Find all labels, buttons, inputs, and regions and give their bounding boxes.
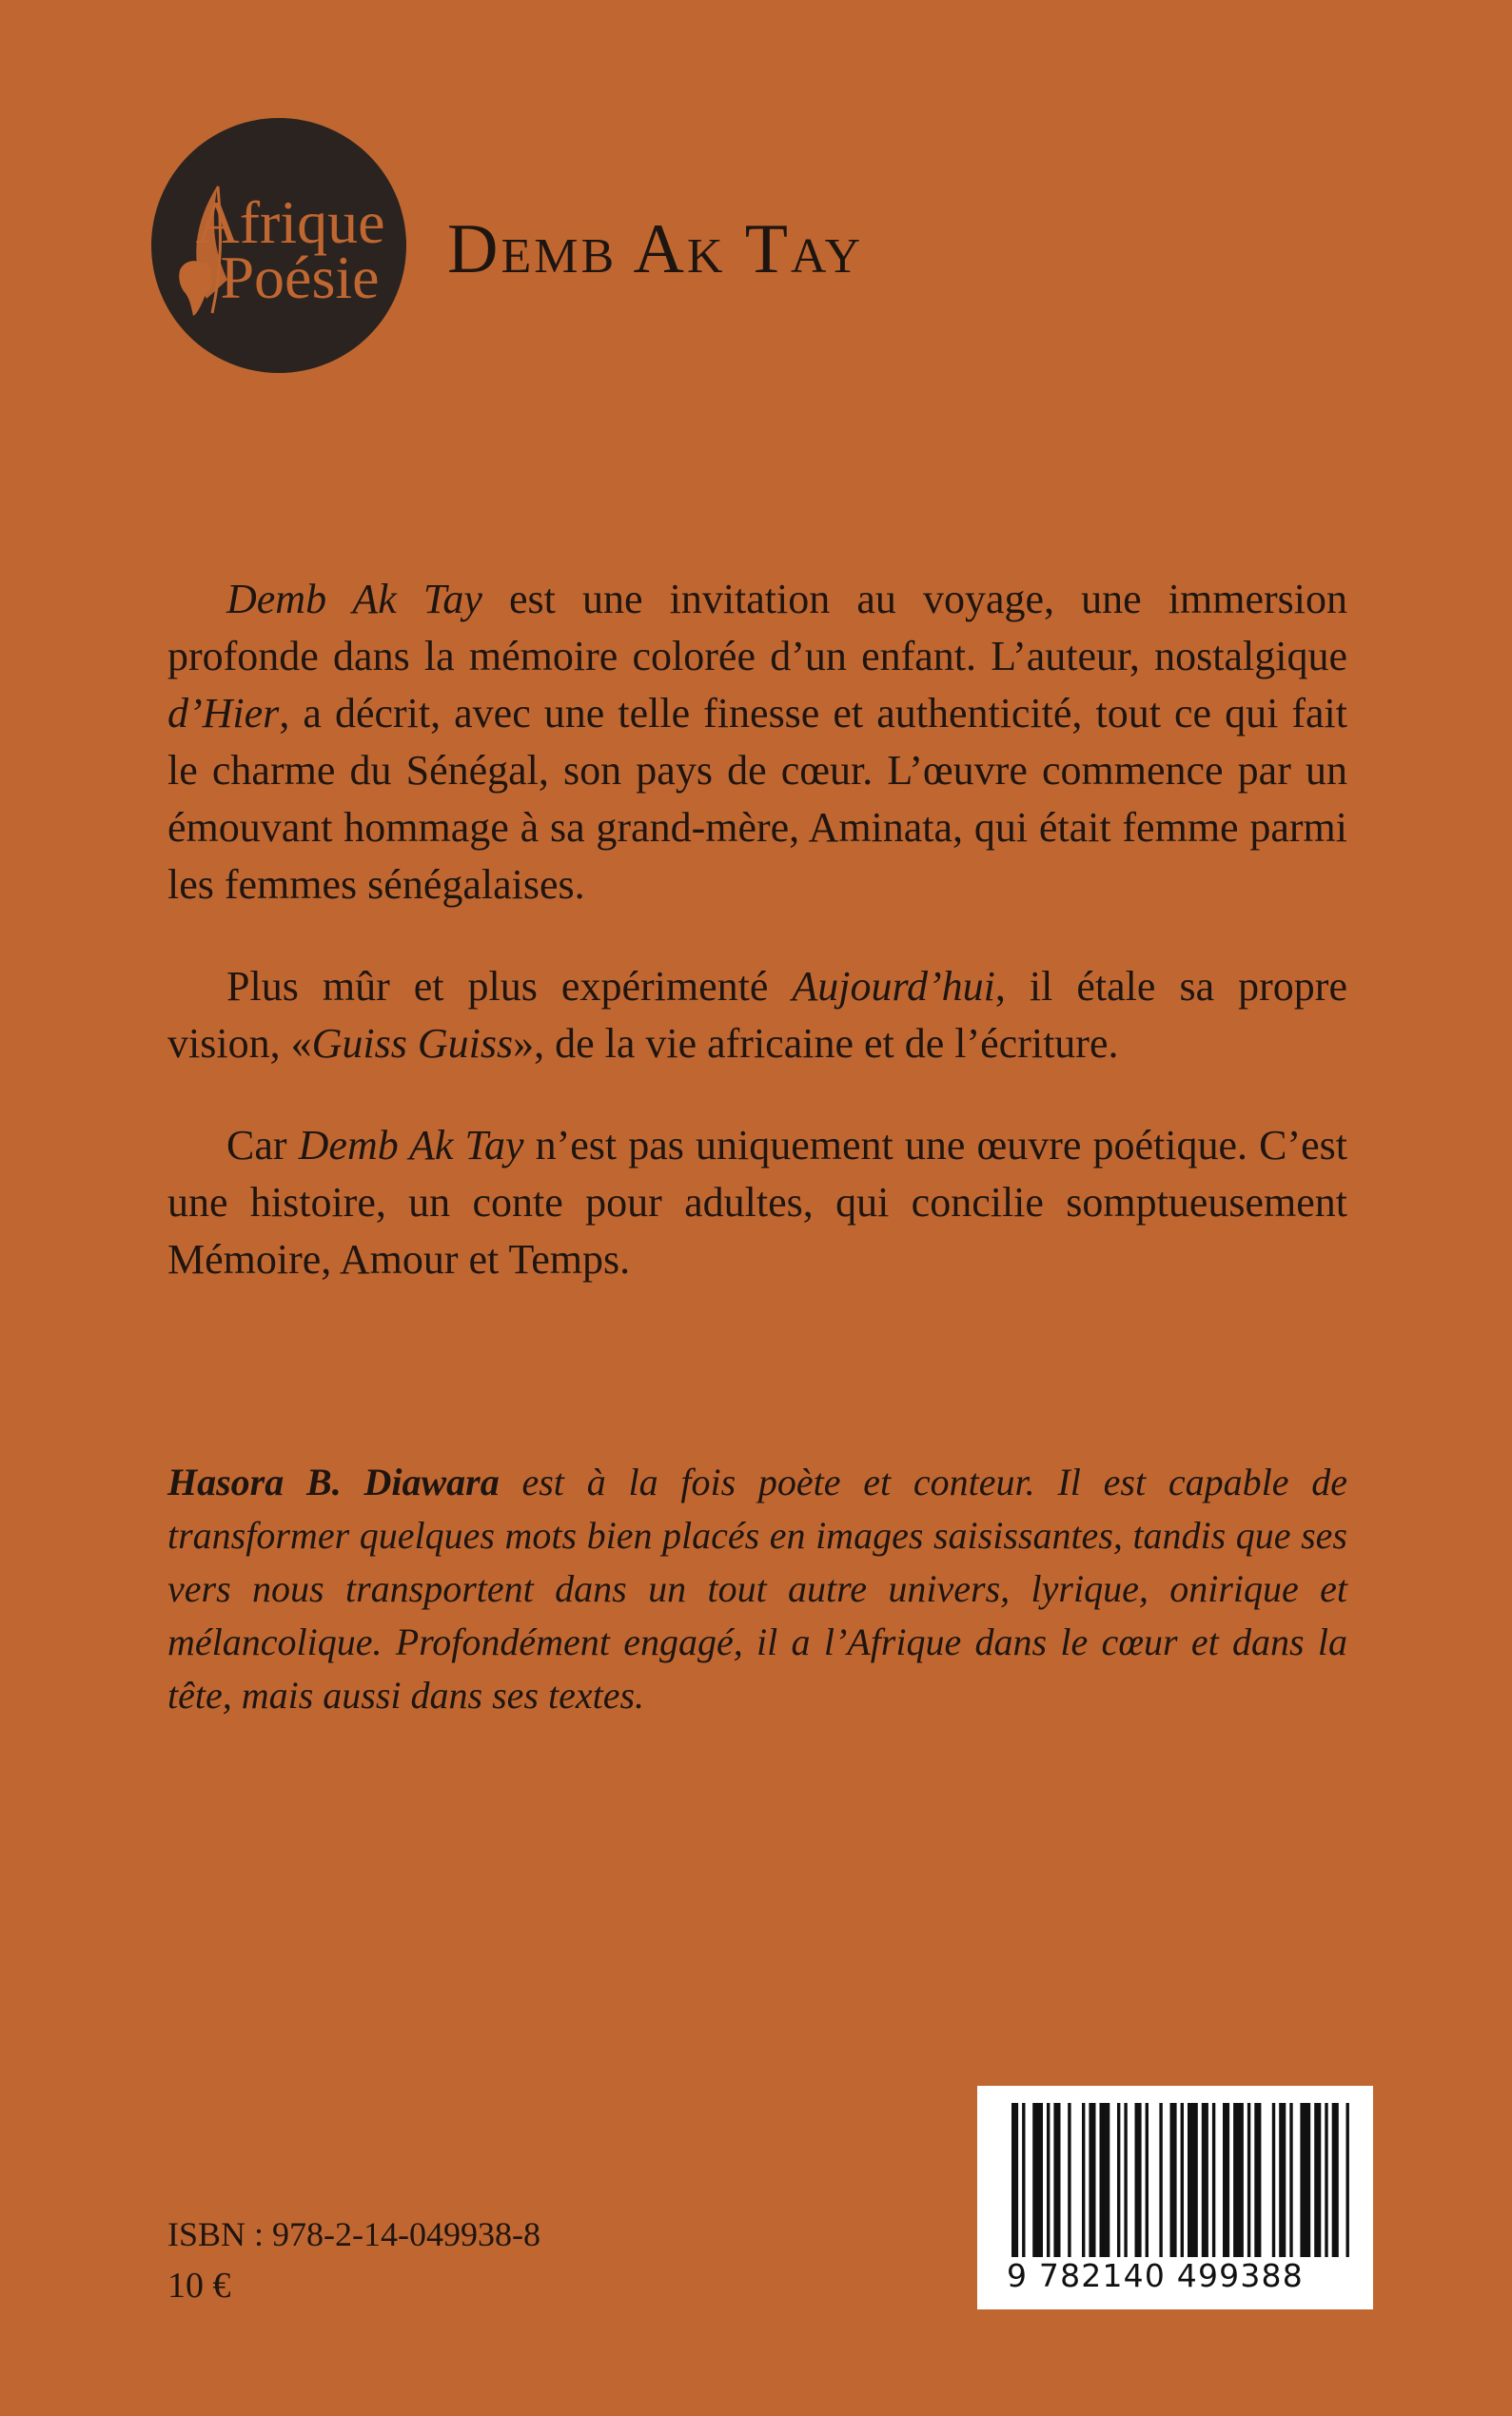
logo-line-poesie: Poésie — [220, 244, 380, 311]
aujourdhui-mention: Aujourd’hui — [792, 963, 995, 1010]
guiss-guiss-mention: Guiss Guiss — [311, 1020, 514, 1067]
hier-mention: d’Hier — [167, 690, 280, 737]
blurb-text: , il étale sa propre vision, « — [167, 963, 1347, 1067]
publisher-logo — [151, 118, 406, 373]
blurb-text: », de la vie africaine et de l’écriture. — [513, 1020, 1119, 1067]
author-name: Hasora B. Diawara — [167, 1461, 500, 1503]
logo-line-afrique: Afrique — [195, 188, 385, 256]
blurb-text: , a décrit, avec une telle finesse et authenticité, tout ce qui fait le charme du Sénégal, son pays de cœur. L’œuvre commence par un émouvant hommage à sa grand-mère, Aminata, qui était femme parmi les femmes sénégalaises. — [167, 690, 1347, 908]
blurb-text: Plus mûr et plus expérimenté — [226, 963, 793, 1010]
price: 10 € — [167, 2266, 231, 2306]
isbn: ISBN : 978-2-14-049938-8 — [167, 2215, 540, 2253]
barcode — [977, 2086, 1373, 2309]
book-title: Demb Ak Tay — [447, 210, 864, 288]
blurb-text: est une invitation au voyage, une immersion profonde dans la mémoire colorée d’un enfant. L’auteur, nostalgique — [167, 576, 1347, 679]
blurb-paragraph-1 — [167, 571, 1347, 913]
bio-text: est à la fois poète et conteur. Il est capable de transformer quelques mots bien placés en images saisissantes, tandis que ses vers nous transportent dans un tout autre univers, lyrique, onirique et mélancolique. Profondément engagé, il a l’Afrique dans le cœur et dans la tête, mais aussi dans ses textes. — [167, 1461, 1348, 1717]
blurb-paragraph-3 — [167, 1117, 1347, 1288]
author-bio — [167, 1456, 1347, 1722]
title-mention: Demb Ak Tay — [298, 1122, 524, 1169]
title-mention: Demb Ak Tay — [226, 576, 482, 622]
blurb-text: Car — [226, 1122, 299, 1169]
blurb-text: n’est pas uniquement une œuvre poétique. C’est une histoire, un conte pour adultes, qui concilie somptueusement Mémoire, Amour et Temps. — [167, 1122, 1347, 1283]
blurb-paragraph-2 — [167, 958, 1347, 1072]
book-blurb — [167, 571, 1347, 1333]
barcode-digits: 9 782140 499388 — [1007, 2257, 1304, 2294]
